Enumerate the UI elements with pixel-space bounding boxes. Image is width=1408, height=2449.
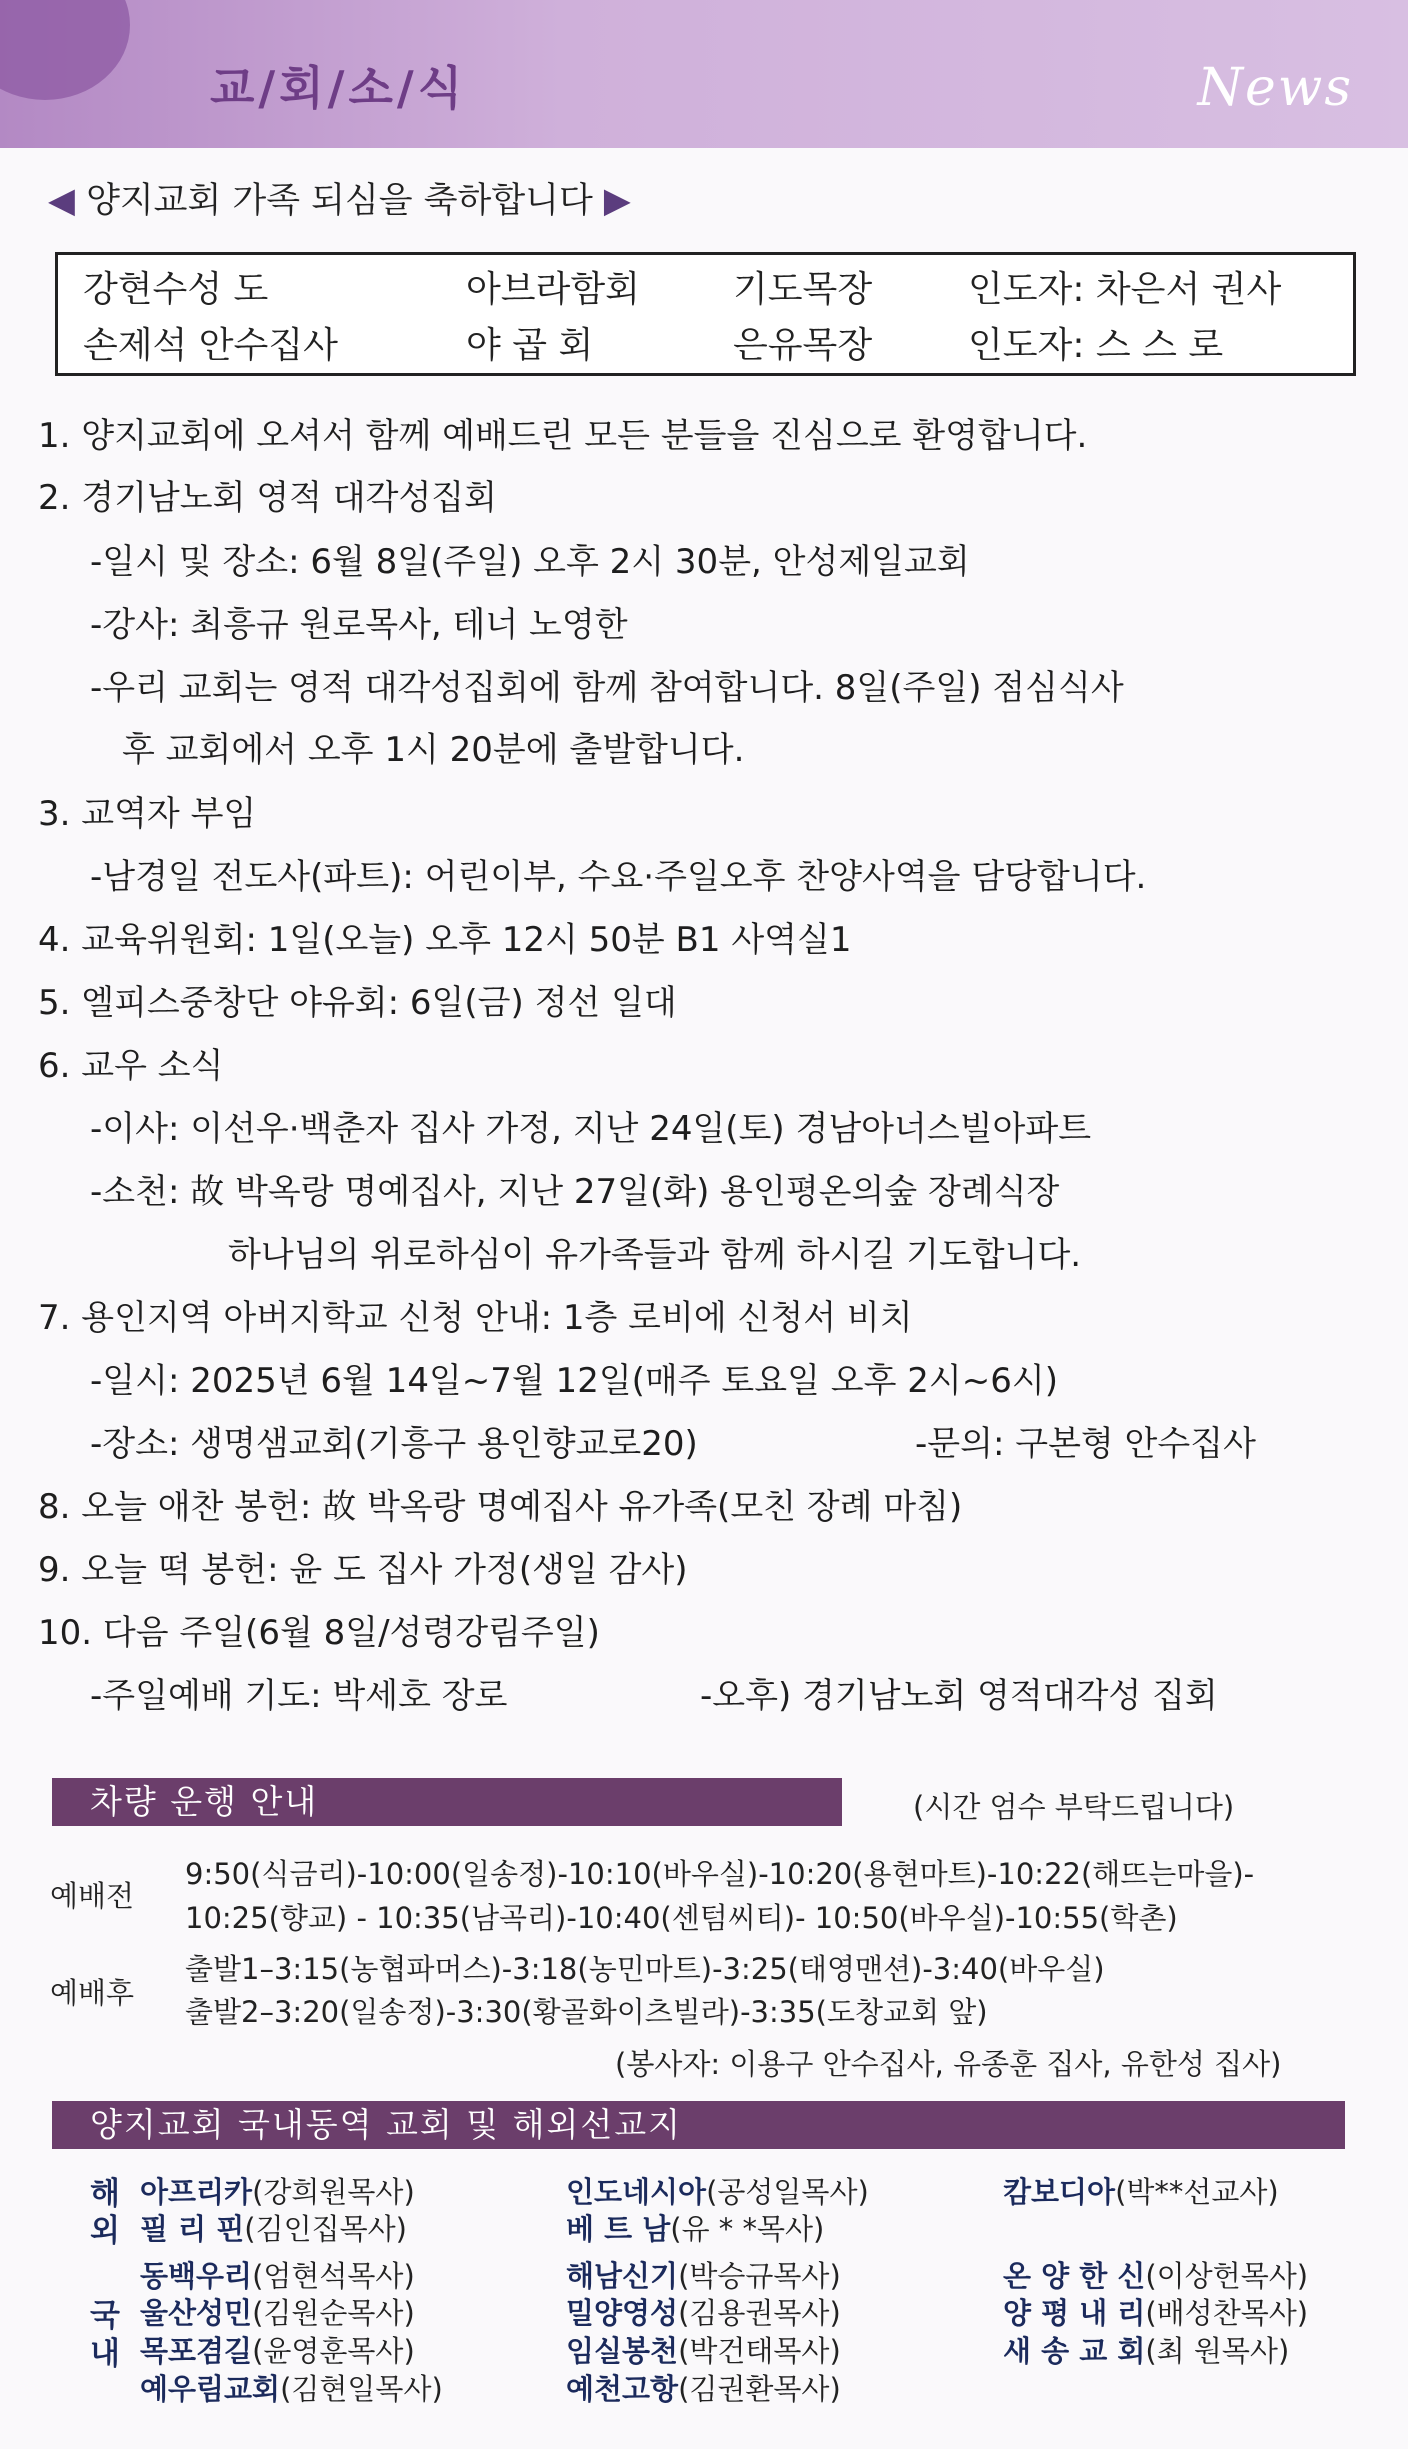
notice-7-contact: -문의: 구본형 안수집사	[915, 1424, 1256, 1464]
notice-10: 10. 다음 주일(6월 8일/성령강림주일)	[38, 1613, 600, 1653]
mission-entry: 필 리 핀(김인집목사)	[140, 2212, 407, 2246]
mission-entry: 캄보디아(박**선교사)	[1003, 2175, 1279, 2209]
mission-entry: 인도네시아(공성일목사)	[566, 2175, 869, 2209]
vehicle-note: (시간 엄수 부탁드립니다)	[913, 1790, 1235, 1824]
after-route-2: 출발2–3:20(일송정)-3:30(황골화이츠빌라)-3:35(도창교회 앞)	[185, 1995, 988, 2029]
notice-2-speaker: -강사: 최흥규 원로목사, 테너 노영한	[90, 605, 628, 645]
vehicle-volunteers: (봉사자: 이용구 안수집사, 유종훈 집사, 유한성 집사)	[615, 2047, 1282, 2081]
triangle-right-icon: ▶	[603, 181, 631, 221]
mission-entry: 베 트 남(유 * *목사)	[566, 2212, 825, 2246]
mission-entry: 울산성민(김원순목사)	[140, 2296, 415, 2330]
decorative-blob	[0, 0, 130, 100]
congrats-heading	[48, 173, 631, 223]
notice-3: 3. 교역자 부임	[38, 794, 257, 834]
notice-10-prayer: -주일예배 기도: 박세호 장로	[90, 1676, 508, 1716]
domestic-label: 국	[90, 2298, 120, 2334]
notice-4: 4. 교육위원회: 1일(오늘) 오후 12시 50분 B1 사역실1	[38, 920, 852, 960]
member-name: 손제석 안수집사	[83, 325, 338, 366]
notice-5: 5. 엘피스중창단 야유회: 6일(금) 정선 일대	[38, 983, 677, 1023]
member-group: 야 곱 회	[466, 325, 594, 366]
mission-entry: 양 평 내 리(배성찬목사)	[1003, 2296, 1309, 2330]
notice-2-departure: 후 교회에서 오후 1시 20분에 출발합니다.	[122, 730, 745, 770]
notice-7: 7. 용인지역 아버지학교 신청 안내: 1층 로비에 신청서 비치	[38, 1298, 913, 1338]
mission-entry: 새 송 교 회(최 원목사)	[1003, 2334, 1290, 2368]
notice-3-detail: -남경일 전도사(파트): 어린이부, 수요·주일오후 찬양사역을 담당합니다.	[90, 857, 1147, 897]
page-header	[0, 0, 1408, 148]
mission-entry: 임실봉천(박건태목사)	[566, 2334, 841, 2368]
mission-entry: 목포겸길(윤영훈목사)	[140, 2334, 415, 2368]
before-service-label: 예배전	[50, 1879, 135, 1913]
overseas-label: 외	[90, 2213, 120, 2249]
notice-7-place: -장소: 생명샘교회(기흥구 용인향교로20)	[90, 1424, 698, 1464]
member-guide: 인도자: 차은서 권사	[968, 269, 1282, 310]
member-district: 은유목장	[733, 325, 873, 366]
notice-2-schedule: -일시 및 장소: 6월 8일(주일) 오후 2시 30분, 안성제일교회	[90, 542, 970, 582]
notice-2: 2. 경기남노회 영적 대각성집회	[38, 478, 497, 518]
member-name: 강현수성 도	[83, 269, 269, 310]
mission-entry: 동백우리(엄현석목사)	[140, 2259, 415, 2293]
after-route-1: 출발1–3:15(농협파머스)-3:18(농민마트)-3:25(태영맨션)-3:40(바우실)	[185, 1952, 1105, 1986]
before-route-2: 10:25(향교) - 10:35(남곡리)-10:40(센텀씨티)- 10:50(바우실)-10:55(학촌)	[185, 1901, 1178, 1935]
new-members-box	[55, 252, 1356, 376]
vehicle-section-bar: 차량 운행 안내	[52, 1778, 842, 1826]
notice-1: 1. 양지교회에 오셔서 함께 예배드린 모든 분들을 진심으로 환영합니다.	[38, 416, 1088, 456]
member-group: 아브라함회	[466, 269, 640, 310]
mission-entry: 해남신기(박승규목사)	[566, 2259, 841, 2293]
news-label: News	[1197, 58, 1353, 118]
notice-6-prayer: 하나님의 위로하심이 유가족들과 함께 하시길 기도합니다.	[228, 1235, 1082, 1275]
page-title: 교/회/소/식	[210, 61, 467, 115]
mission-entry: 온 양 한 신(이상헌목사)	[1003, 2259, 1309, 2293]
notice-8: 8. 오늘 애찬 봉헌: 故 박옥랑 명예집사 유가족(모친 장례 마침)	[38, 1487, 963, 1527]
notice-6-passing: -소천: 故 박옥랑 명예집사, 지난 27일(화) 용인평온의숲 장례식장	[90, 1172, 1060, 1212]
notice-10-afternoon: -오후) 경기남노회 영적대각성 집회	[700, 1676, 1218, 1716]
after-service-label: 예배후	[50, 1976, 135, 2010]
notice-7-schedule: -일시: 2025년 6월 14일~7월 12일(매주 토요일 오후 2시~6시)	[90, 1361, 1058, 1401]
mission-entry: 예천고항(김권환목사)	[566, 2372, 841, 2406]
notice-9: 9. 오늘 떡 봉헌: 윤 도 집사 가정(생일 감사)	[38, 1550, 688, 1590]
domestic-label: 내	[90, 2336, 120, 2372]
member-guide: 인도자: 스 스 로	[968, 325, 1224, 366]
mission-entry: 밀양영성(김용권목사)	[566, 2296, 841, 2330]
overseas-label: 해	[90, 2176, 120, 2212]
before-route-1: 9:50(식금리)-10:00(일송정)-10:10(바우실)-10:20(용현마트)-10:22(해뜨는마을)-	[185, 1857, 1255, 1891]
missions-section-bar: 양지교회 국내동역 교회 및 해외선교지	[52, 2101, 1345, 2149]
mission-entry: 예우림교회(김현일목사)	[140, 2372, 443, 2406]
notice-6: 6. 교우 소식	[38, 1046, 224, 1086]
triangle-left-icon: ◀	[48, 181, 75, 221]
congrats-text: 양지교회 가족 되심을 축하합니다	[86, 181, 593, 221]
member-district: 기도목장	[733, 269, 873, 310]
notice-2-participation: -우리 교회는 영적 대각성집회에 함께 참여합니다. 8일(주일) 점심식사	[90, 668, 1124, 708]
notice-6-moving: -이사: 이선우·백춘자 집사 가정, 지난 24일(토) 경남아너스빌아파트	[90, 1109, 1092, 1149]
mission-entry: 아프리카(강희원목사)	[140, 2175, 415, 2209]
